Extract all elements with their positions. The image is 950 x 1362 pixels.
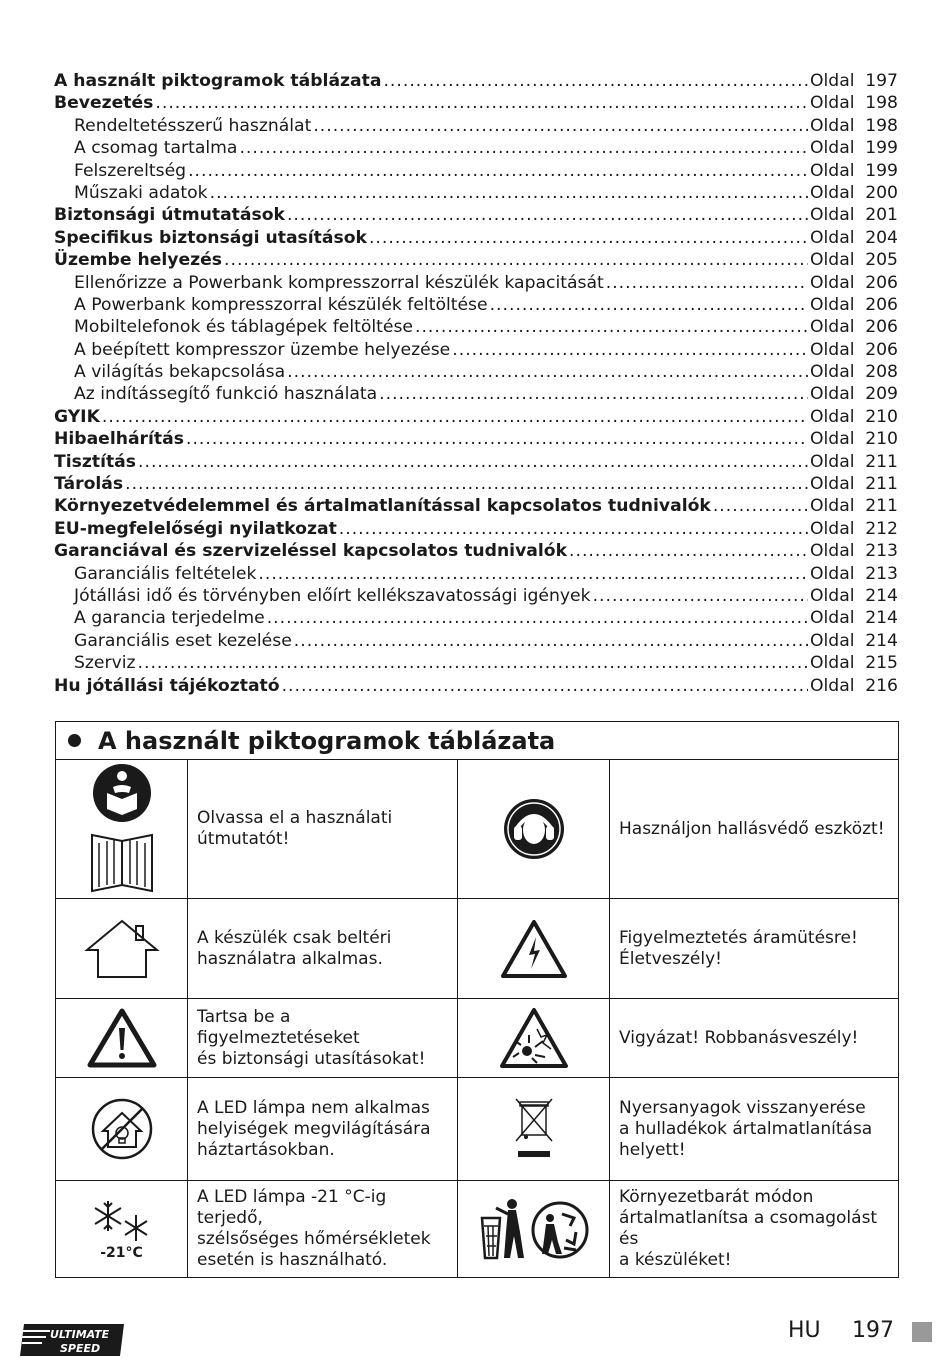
toc-oldal: Oldal (810, 518, 855, 539)
toc-entry (54, 227, 900, 249)
toc-entry (54, 473, 900, 495)
toc-page: 198 (865, 93, 898, 114)
toc-title: A használt piktogramok táblázata (54, 71, 382, 91)
toc-oldal: Oldal (810, 653, 855, 674)
toc-entry (54, 652, 900, 674)
toc-page: 211 (865, 474, 898, 495)
pictogram-desc: Olvassa el a használati útmutatót! (197, 808, 393, 849)
pictogram-text (610, 899, 898, 998)
toc-page: 213 (865, 563, 898, 584)
toc-title: Mobiltelefonok és táblagépek feltöltése (74, 317, 413, 338)
toc-oldal: Oldal (810, 474, 855, 495)
toc-entry (54, 451, 900, 473)
toc-title: Ellenőrizze a Powerbank kompresszorral készülék kapacitását (74, 272, 604, 293)
page-marker (912, 1322, 932, 1342)
toc-page: 211 (865, 451, 898, 472)
toc-page: 206 (865, 294, 898, 315)
toc-leader (490, 294, 808, 316)
pictogram-row (56, 999, 898, 1078)
toc-leader (313, 115, 808, 137)
snowflake-icon (56, 1181, 188, 1277)
toc-title: A beépített kompresszor üzembe helyezése (74, 339, 451, 360)
toc-entry (54, 383, 900, 405)
toc-leader (155, 92, 808, 114)
toc-oldal: Oldal (810, 339, 855, 360)
toc-page: 214 (865, 585, 898, 606)
toc-oldal: Oldal (810, 362, 855, 383)
toc-leader (339, 518, 808, 540)
toc-oldal: Oldal (810, 496, 855, 517)
pictogram-desc: Használjon hallásvédő eszközt! (619, 818, 885, 839)
toc-entry (54, 540, 900, 562)
toc-oldal: Oldal (810, 71, 855, 91)
toc-page: 209 (865, 384, 898, 405)
toc-page: 206 (865, 272, 898, 293)
toc-entry (54, 361, 900, 383)
toc-title: Tisztítás (54, 451, 137, 472)
toc-entry (54, 92, 900, 114)
toc-entry (54, 675, 900, 697)
toc-page: 197 (865, 71, 898, 91)
toc-leader (102, 406, 808, 428)
toc-entry (54, 518, 900, 540)
toc-page: 211 (865, 496, 898, 517)
toc-oldal: Oldal (810, 563, 855, 584)
bullet-icon (68, 734, 81, 747)
pictogram-text (610, 999, 898, 1077)
toc-leader (188, 160, 808, 182)
toc-oldal: Oldal (810, 160, 855, 181)
pictogram-desc: Vigyázat! Robbanásveszély! (619, 1027, 859, 1048)
toc-leader (569, 540, 808, 562)
toc-oldal: Oldal (810, 250, 855, 271)
pictogram-heading (56, 722, 898, 760)
toc-oldal: Oldal (810, 630, 855, 651)
pictogram-heading-text: A használt piktogramok táblázata (98, 726, 556, 755)
toc-leader (369, 227, 808, 249)
toc-leader (452, 339, 808, 361)
toc-title: A Powerbank kompresszorral készülék feltöltése (74, 294, 488, 315)
toc-title: Üzembe helyezés (54, 250, 223, 271)
toc-oldal: Oldal (810, 182, 855, 203)
toc-entry (54, 316, 900, 338)
toc-title: Hu jótállási tájékoztató (54, 675, 280, 696)
svg-text:SPEED: SPEED (60, 1342, 101, 1355)
pictogram-text (188, 1078, 458, 1180)
pictogram-table (55, 721, 899, 1278)
temperature-label: -21°C (100, 1245, 143, 1261)
pictogram-desc: Tartsa be a figyelmeztetéseket és biztonsági utasításokat! (197, 1006, 426, 1069)
pictogram-text (610, 1181, 898, 1277)
toc-title: Garanciával és szervizeléssel kapcsolatos tudnivalók (54, 541, 568, 562)
toc-entry (54, 249, 900, 271)
toc-oldal: Oldal (810, 227, 855, 248)
toc-leader (239, 137, 808, 159)
toc-page: 210 (865, 406, 898, 427)
toc-page: 206 (865, 339, 898, 360)
toc-page: 214 (865, 630, 898, 651)
table-of-contents (54, 70, 900, 697)
pictogram-row (56, 1181, 898, 1277)
toc-entry (54, 137, 900, 159)
toc-page: 206 (865, 317, 898, 338)
toc-oldal: Oldal (810, 93, 855, 114)
toc-oldal: Oldal (810, 585, 855, 606)
toc-page: 205 (865, 250, 898, 271)
toc-title: GYIK (54, 406, 100, 427)
brand-logo (18, 1322, 126, 1358)
toc-page: 210 (865, 429, 898, 450)
pictogram-text (610, 760, 898, 898)
toc-leader (294, 630, 808, 652)
pictogram-text (188, 899, 458, 998)
toc-oldal: Oldal (810, 138, 855, 159)
toc-title: Garanciális eset kezelése (74, 630, 292, 651)
toc-oldal: Oldal (810, 541, 855, 562)
pictogram-text (188, 1181, 458, 1277)
toc-page: 208 (865, 362, 898, 383)
toc-leader (593, 585, 808, 607)
toc-leader (186, 428, 808, 450)
pictogram-row (56, 760, 898, 899)
toc-title: Jótállási idő és törvényben előírt kellékszavatossági igények (74, 585, 591, 606)
toc-entry (54, 115, 900, 137)
toc-title: Szerviz (74, 653, 136, 674)
toc-leader (713, 495, 808, 517)
toc-leader (415, 316, 808, 338)
pictogram-desc: Figyelmeztetés áramütésre! Életveszély! (619, 927, 858, 969)
toc-entry (54, 294, 900, 316)
toc-title: Tárolás (54, 474, 124, 495)
explosion-warning-icon (458, 999, 610, 1077)
toc-leader (379, 383, 808, 405)
toc-oldal: Oldal (810, 608, 855, 629)
toc-page: 204 (865, 227, 898, 248)
pictogram-desc: Környezetbarát módon ártalmatlanítsa a csomagolást és a készüléket! (619, 1187, 878, 1270)
indoor-house-icon (56, 899, 188, 998)
toc-oldal: Oldal (810, 294, 855, 315)
toc-title: Garanciális feltételek (74, 563, 257, 584)
toc-page: 213 (865, 541, 898, 562)
toc-entry (54, 406, 900, 428)
toc-title: A világítás bekapcsolása (74, 362, 286, 383)
pictogram-row (56, 1078, 898, 1181)
toc-oldal: Oldal (810, 205, 855, 226)
pictogram-desc: A készülék csak beltéri használatra alkalmas. (197, 927, 392, 969)
toc-title: Biztonsági útmutatások (54, 205, 285, 226)
electric-shock-warning-icon (458, 899, 610, 998)
toc-leader (258, 563, 808, 585)
general-warning-icon (56, 999, 188, 1077)
toc-entry (54, 272, 900, 294)
toc-oldal: Oldal (810, 675, 855, 696)
toc-entry (54, 204, 900, 226)
toc-oldal: Oldal (810, 451, 855, 472)
toc-title: Bevezetés (54, 93, 154, 114)
toc-leader (282, 675, 808, 697)
toc-page: 216 (865, 675, 898, 696)
toc-entry (54, 339, 900, 361)
toc-title: Hibaelhárítás (54, 429, 184, 450)
toc-entry (54, 160, 900, 182)
pictogram-desc: Nyersanyagok visszanyerése a hulladékok ártalmatlanítása helyett! (619, 1097, 873, 1160)
toc-title: Felszereltség (74, 160, 187, 181)
pictogram-text (610, 1078, 898, 1180)
recycle-dispose-icon (458, 1181, 610, 1277)
toc-title: Az indítássegítő funkció használata (74, 384, 378, 405)
toc-entry (54, 495, 900, 517)
pictogram-text (188, 760, 458, 898)
read-manual-icon (56, 760, 188, 898)
toc-title: Specifikus biztonsági utasítások (54, 227, 367, 248)
toc-oldal: Oldal (810, 384, 855, 405)
toc-leader (267, 607, 808, 629)
toc-leader (287, 204, 808, 226)
toc-leader (606, 272, 808, 294)
pictogram-row (56, 899, 898, 999)
footer-page-number: 197 (852, 1318, 894, 1343)
toc-page: 214 (865, 608, 898, 629)
toc-title: A csomag tartalma (74, 138, 238, 159)
hearing-protection-icon (458, 760, 610, 898)
toc-entry (54, 630, 900, 652)
toc-title: Környezetvédelemmel és ártalmatlanítással kapcsolatos tudnivalók (54, 496, 711, 517)
no-household-lighting-icon (56, 1078, 188, 1180)
toc-leader (224, 249, 808, 271)
toc-title: Műszaki adatok (74, 182, 208, 203)
pictogram-desc: A LED lámpa nem alkalmas helyiségek megvilágítására háztartásokban. (197, 1097, 431, 1160)
footer-language: HU (788, 1318, 821, 1343)
toc-oldal: Oldal (810, 429, 855, 450)
toc-oldal: Oldal (810, 406, 855, 427)
toc-title: EU-megfelelőségi nyilatkozat (54, 518, 337, 539)
toc-leader (383, 70, 808, 92)
toc-leader (210, 182, 808, 204)
crossed-bin-icon (458, 1078, 610, 1180)
toc-leader (125, 473, 808, 495)
toc-entry (54, 182, 900, 204)
toc-entry (54, 428, 900, 450)
toc-page: 199 (865, 138, 898, 159)
toc-page: 200 (865, 182, 898, 203)
toc-title: Rendeltetésszerű használat (74, 115, 312, 136)
toc-oldal: Oldal (810, 272, 855, 293)
toc-oldal: Oldal (810, 115, 855, 136)
toc-entry (54, 585, 900, 607)
toc-page: 198 (865, 115, 898, 136)
toc-leader (138, 652, 808, 674)
toc-page: 212 (865, 518, 898, 539)
toc-title: A garancia terjedelme (74, 608, 265, 629)
toc-leader (138, 451, 808, 473)
pictogram-text (188, 999, 458, 1077)
pictogram-desc: A LED lámpa -21 °C-ig terjedő, szélsőséges hőmérsékletek esetén is használható. (197, 1187, 431, 1270)
toc-entry (54, 607, 900, 629)
svg-text:ULTIMATE: ULTIMATE (50, 1328, 110, 1341)
toc-entry (54, 563, 900, 585)
toc-entry (54, 70, 900, 92)
toc-oldal: Oldal (810, 317, 855, 338)
toc-page: 215 (865, 653, 898, 674)
toc-leader (287, 361, 808, 383)
toc-page: 199 (865, 160, 898, 181)
toc-page: 201 (865, 205, 898, 226)
